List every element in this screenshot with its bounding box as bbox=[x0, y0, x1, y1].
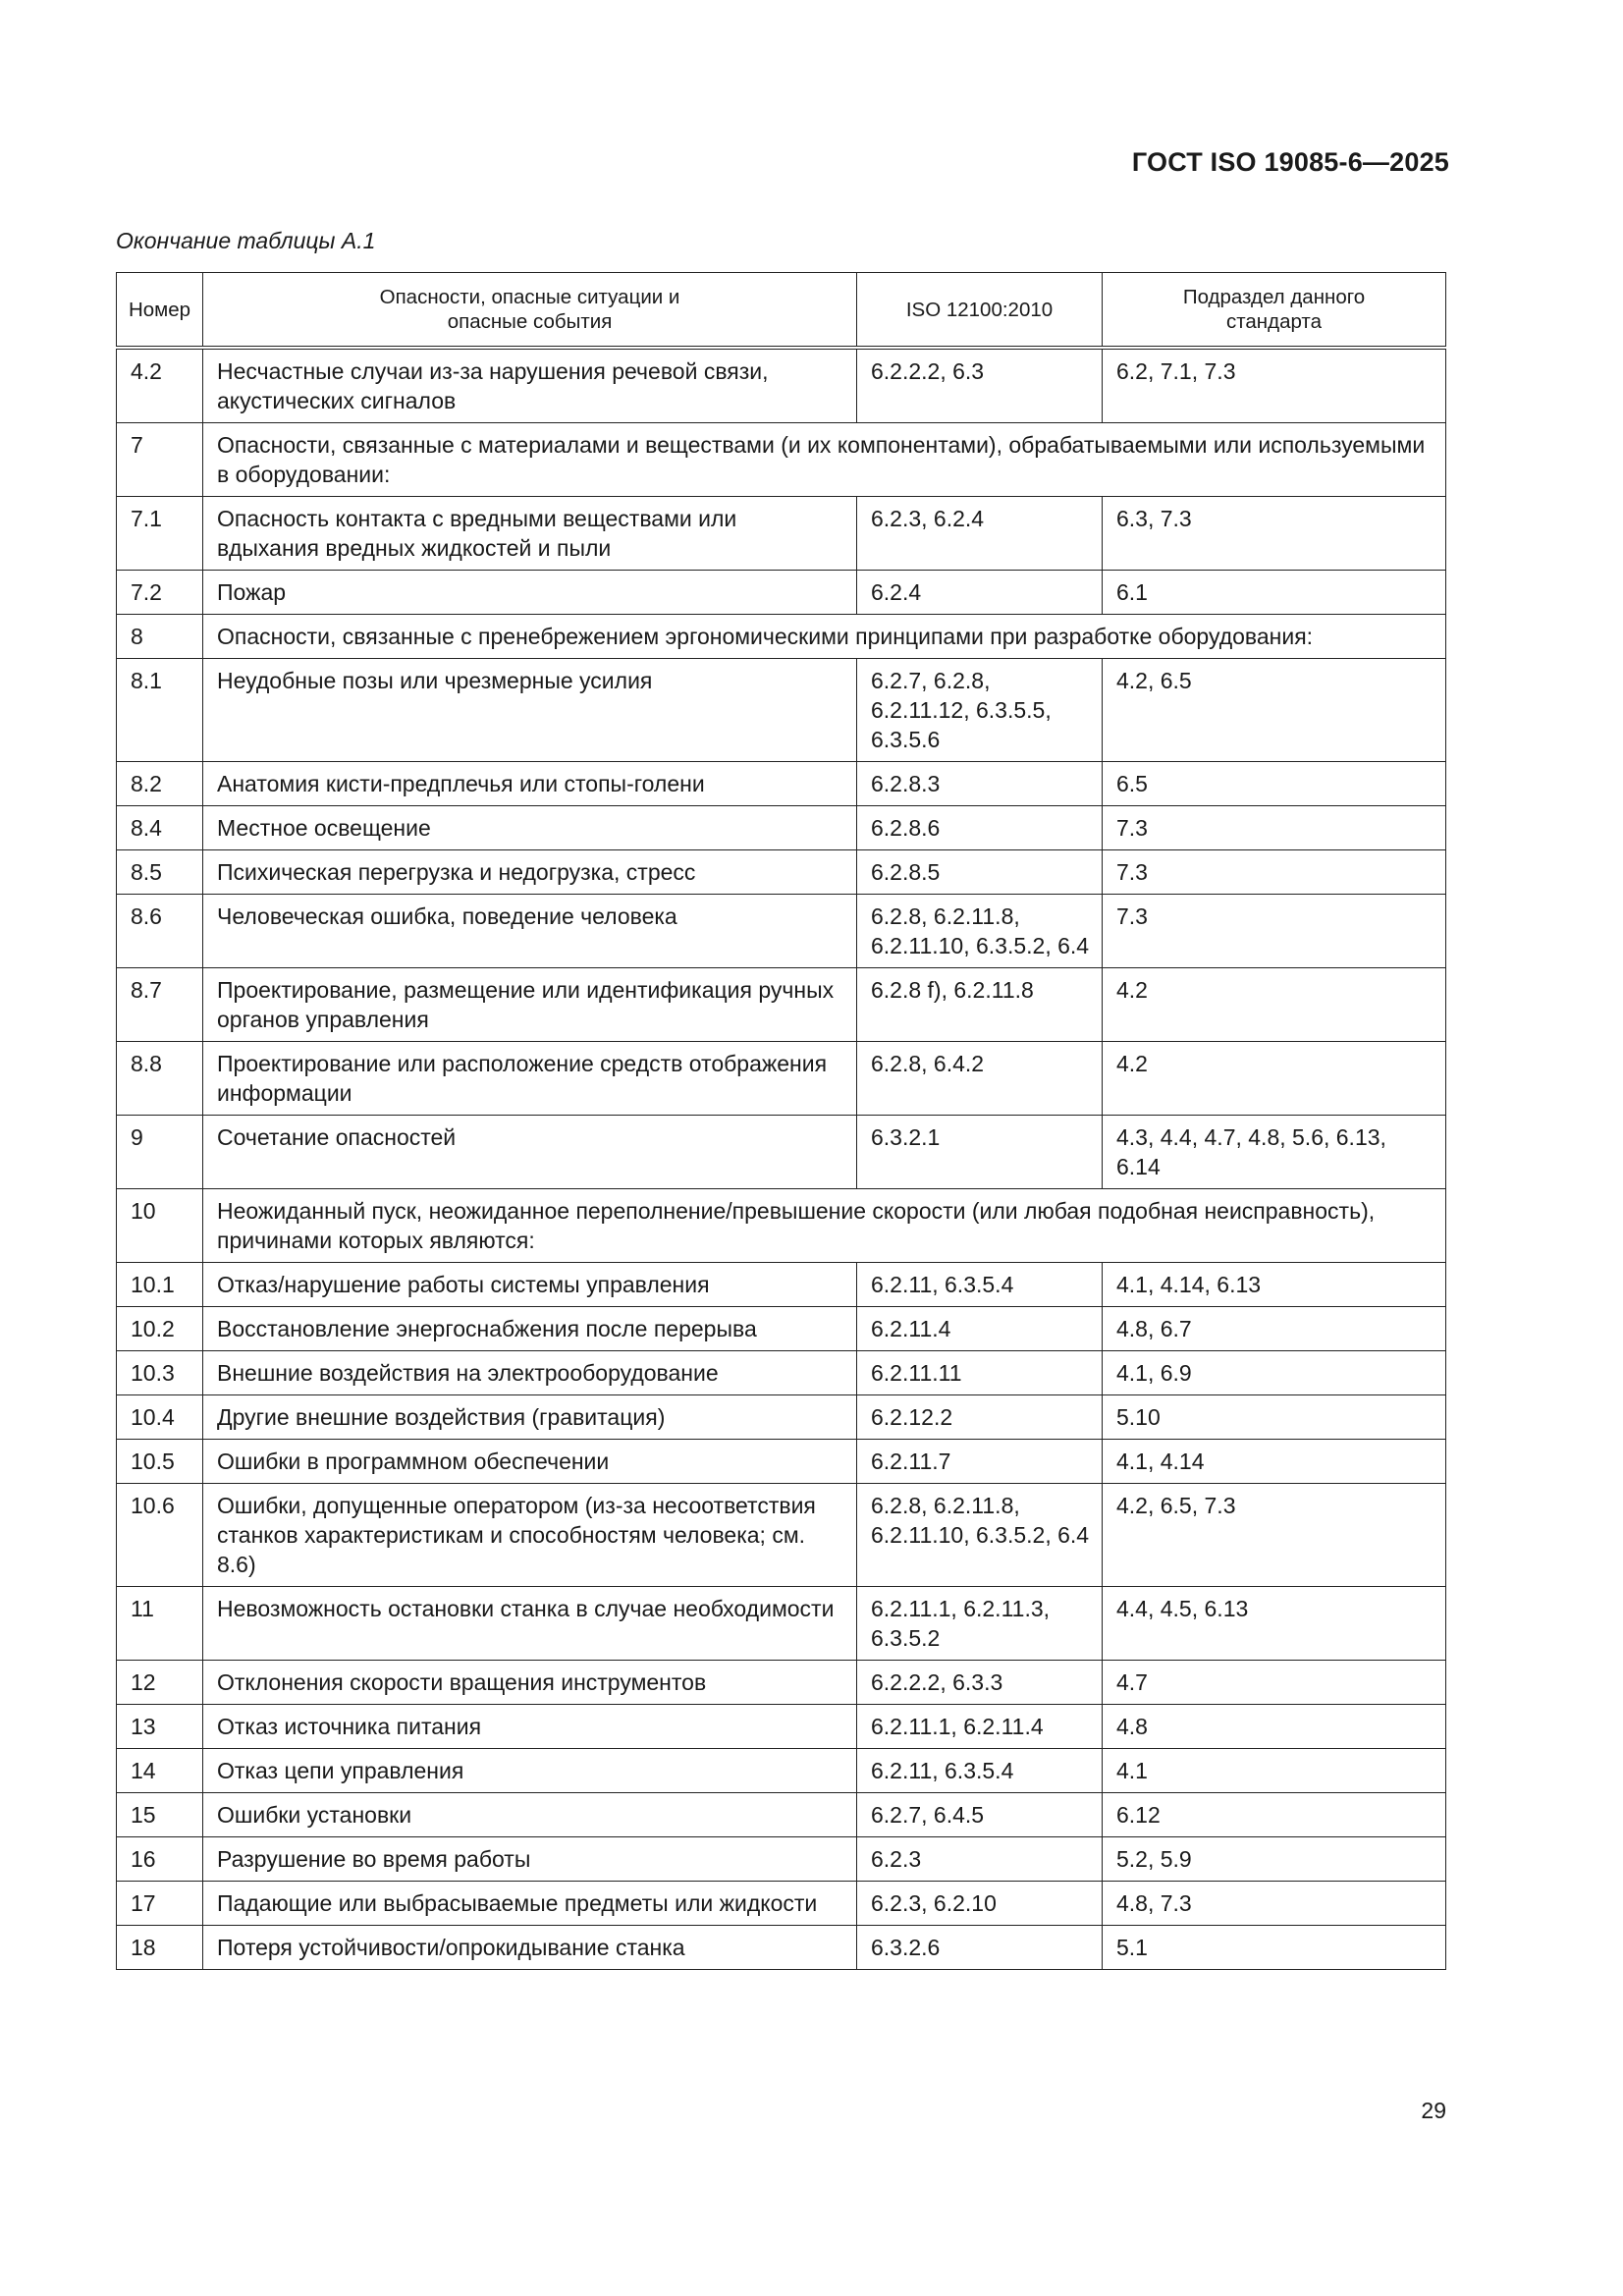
row-subclause: 4.1, 4.14, 6.13 bbox=[1103, 1263, 1446, 1307]
row-subclause: 6.2, 7.1, 7.3 bbox=[1103, 348, 1446, 423]
table-row bbox=[117, 1440, 1446, 1484]
row-subclause: 6.3, 7.3 bbox=[1103, 497, 1446, 571]
row-hazard: Проектирование, размещение или идентификация ручных органов управления bbox=[203, 968, 857, 1042]
row-hazard: Ошибки установки bbox=[203, 1793, 857, 1837]
table-row bbox=[117, 1793, 1446, 1837]
row-subclause: 6.12 bbox=[1103, 1793, 1446, 1837]
page-number: 29 bbox=[1421, 2098, 1446, 2123]
row-subclause: 5.1 bbox=[1103, 1926, 1446, 1970]
table-body bbox=[117, 348, 1446, 1970]
row-subclause: 4.8 bbox=[1103, 1705, 1446, 1749]
row-number: 14 bbox=[117, 1749, 203, 1793]
row-iso-reference: 6.2.12.2 bbox=[857, 1395, 1103, 1440]
table-row bbox=[117, 497, 1446, 571]
row-hazard-heading: Опасности, связанные с материалами и веществами (и их компонентами), обрабатываемыми или используемыми в оборудовании: bbox=[203, 423, 1446, 497]
row-subclause: 6.1 bbox=[1103, 571, 1446, 615]
table-row bbox=[117, 615, 1446, 659]
table-row bbox=[117, 348, 1446, 423]
header-subclause: Подраздел данного стандарта bbox=[1103, 273, 1446, 349]
row-number: 8.1 bbox=[117, 659, 203, 762]
row-hazard: Внешние воздействия на электрооборудование bbox=[203, 1351, 857, 1395]
table-row bbox=[117, 968, 1446, 1042]
row-iso-reference: 6.2.4 bbox=[857, 571, 1103, 615]
header-hazard: Опасности, опасные ситуации и опасные события bbox=[203, 273, 857, 349]
row-number: 17 bbox=[117, 1882, 203, 1926]
table-row bbox=[117, 1926, 1446, 1970]
row-number: 8.7 bbox=[117, 968, 203, 1042]
row-iso-reference: 6.3.2.1 bbox=[857, 1116, 1103, 1189]
table-row bbox=[117, 1882, 1446, 1926]
row-hazard: Невозможность остановки станка в случае необходимости bbox=[203, 1587, 857, 1661]
row-number: 11 bbox=[117, 1587, 203, 1661]
row-subclause: 7.3 bbox=[1103, 850, 1446, 895]
table-row bbox=[117, 1587, 1446, 1661]
table-row bbox=[117, 423, 1446, 497]
row-subclause: 4.1 bbox=[1103, 1749, 1446, 1793]
row-number: 8.4 bbox=[117, 806, 203, 850]
row-number: 8.8 bbox=[117, 1042, 203, 1116]
row-subclause: 4.8, 7.3 bbox=[1103, 1882, 1446, 1926]
table-row bbox=[117, 1042, 1446, 1116]
row-hazard: Отклонения скорости вращения инструментов bbox=[203, 1661, 857, 1705]
row-hazard: Другие внешние воздействия (гравитация) bbox=[203, 1395, 857, 1440]
row-number: 8 bbox=[117, 615, 203, 659]
row-iso-reference: 6.2.11.1, 6.2.11.4 bbox=[857, 1705, 1103, 1749]
row-hazard: Сочетание опасностей bbox=[203, 1116, 857, 1189]
table-row bbox=[117, 1307, 1446, 1351]
row-iso-reference: 6.2.3, 6.2.4 bbox=[857, 497, 1103, 571]
row-hazard: Неудобные позы или чрезмерные усилия bbox=[203, 659, 857, 762]
table-row bbox=[117, 1263, 1446, 1307]
table-row bbox=[117, 1837, 1446, 1882]
row-hazard: Несчастные случаи из-за нарушения речевой связи, акустических сигналов bbox=[203, 348, 857, 423]
row-hazard: Падающие или выбрасываемые предметы или жидкости bbox=[203, 1882, 857, 1926]
row-subclause: 5.10 bbox=[1103, 1395, 1446, 1440]
row-number: 18 bbox=[117, 1926, 203, 1970]
table-row bbox=[117, 1749, 1446, 1793]
row-iso-reference: 6.2.8.5 bbox=[857, 850, 1103, 895]
row-number: 10.3 bbox=[117, 1351, 203, 1395]
row-subclause: 7.3 bbox=[1103, 895, 1446, 968]
table-row bbox=[117, 762, 1446, 806]
row-hazard: Анатомия кисти-предплечья или стопы-голени bbox=[203, 762, 857, 806]
row-iso-reference: 6.2.3 bbox=[857, 1837, 1103, 1882]
row-subclause: 4.1, 6.9 bbox=[1103, 1351, 1446, 1395]
row-subclause: 7.3 bbox=[1103, 806, 1446, 850]
row-iso-reference: 6.2.8, 6.4.2 bbox=[857, 1042, 1103, 1116]
row-hazard-heading: Неожиданный пуск, неожиданное переполнение/превышение скорости (или любая подобная неисправность), причинами которых являются: bbox=[203, 1189, 1446, 1263]
row-iso-reference: 6.2.11, 6.3.5.4 bbox=[857, 1749, 1103, 1793]
row-iso-reference: 6.3.2.6 bbox=[857, 1926, 1103, 1970]
table-caption: Окончание таблицы А.1 bbox=[116, 228, 376, 253]
row-iso-reference: 6.2.11.7 bbox=[857, 1440, 1103, 1484]
row-hazard: Местное освещение bbox=[203, 806, 857, 850]
document-code: ГОСТ ISO 19085-6—2025 bbox=[1131, 147, 1449, 177]
row-subclause: 4.2, 6.5 bbox=[1103, 659, 1446, 762]
row-subclause: 4.8, 6.7 bbox=[1103, 1307, 1446, 1351]
row-hazard: Ошибки, допущенные оператором (из-за несоответствия станков характеристикам и способностям человека; см. 8.6) bbox=[203, 1484, 857, 1587]
row-hazard: Отказ источника питания bbox=[203, 1705, 857, 1749]
row-number: 13 bbox=[117, 1705, 203, 1749]
table-row bbox=[117, 1189, 1446, 1263]
row-iso-reference: 6.2.11.4 bbox=[857, 1307, 1103, 1351]
row-iso-reference: 6.2.8.6 bbox=[857, 806, 1103, 850]
table-row bbox=[117, 1351, 1446, 1395]
row-subclause: 4.3, 4.4, 4.7, 4.8, 5.6, 6.13, 6.14 bbox=[1103, 1116, 1446, 1189]
row-iso-reference: 6.2.11.1, 6.2.11.3, 6.3.5.2 bbox=[857, 1587, 1103, 1661]
row-number: 10.6 bbox=[117, 1484, 203, 1587]
row-number: 7.1 bbox=[117, 497, 203, 571]
row-iso-reference: 6.2.7, 6.4.5 bbox=[857, 1793, 1103, 1837]
row-number: 15 bbox=[117, 1793, 203, 1837]
header-number: Номер bbox=[117, 273, 203, 349]
row-hazard: Человеческая ошибка, поведение человека bbox=[203, 895, 857, 968]
row-subclause: 5.2, 5.9 bbox=[1103, 1837, 1446, 1882]
table-header-row bbox=[117, 273, 1446, 349]
row-number: 4.2 bbox=[117, 348, 203, 423]
row-iso-reference: 6.2.11.11 bbox=[857, 1351, 1103, 1395]
table-row bbox=[117, 1395, 1446, 1440]
row-iso-reference: 6.2.8, 6.2.11.8, 6.2.11.10, 6.3.5.2, 6.4 bbox=[857, 1484, 1103, 1587]
table-row bbox=[117, 1705, 1446, 1749]
row-subclause: 6.5 bbox=[1103, 762, 1446, 806]
hazards-table bbox=[116, 272, 1446, 1970]
header-iso: ISO 12100:2010 bbox=[857, 273, 1103, 349]
row-subclause: 4.2 bbox=[1103, 1042, 1446, 1116]
row-iso-reference: 6.2.8 f), 6.2.11.8 bbox=[857, 968, 1103, 1042]
row-iso-reference: 6.2.2.2, 6.3 bbox=[857, 348, 1103, 423]
table-row bbox=[117, 1661, 1446, 1705]
row-number: 8.2 bbox=[117, 762, 203, 806]
row-hazard: Проектирование или расположение средств отображения информации bbox=[203, 1042, 857, 1116]
row-number: 10.2 bbox=[117, 1307, 203, 1351]
row-iso-reference: 6.2.8, 6.2.11.8, 6.2.11.10, 6.3.5.2, 6.4 bbox=[857, 895, 1103, 968]
table-row bbox=[117, 571, 1446, 615]
table-row bbox=[117, 850, 1446, 895]
row-iso-reference: 6.2.7, 6.2.8, 6.2.11.12, 6.3.5.5, 6.3.5.6 bbox=[857, 659, 1103, 762]
row-iso-reference: 6.2.3, 6.2.10 bbox=[857, 1882, 1103, 1926]
row-hazard: Отказ/нарушение работы системы управления bbox=[203, 1263, 857, 1307]
row-number: 16 bbox=[117, 1837, 203, 1882]
row-subclause: 4.1, 4.14 bbox=[1103, 1440, 1446, 1484]
row-number: 8.5 bbox=[117, 850, 203, 895]
row-subclause: 4.2 bbox=[1103, 968, 1446, 1042]
table-row bbox=[117, 895, 1446, 968]
table-row bbox=[117, 806, 1446, 850]
row-hazard: Разрушение во время работы bbox=[203, 1837, 857, 1882]
row-number: 10.1 bbox=[117, 1263, 203, 1307]
row-number: 7 bbox=[117, 423, 203, 497]
row-subclause: 4.7 bbox=[1103, 1661, 1446, 1705]
table-row bbox=[117, 1484, 1446, 1587]
row-number: 9 bbox=[117, 1116, 203, 1189]
row-hazard: Ошибки в программном обеспечении bbox=[203, 1440, 857, 1484]
row-hazard: Восстановление энергоснабжения после перерыва bbox=[203, 1307, 857, 1351]
row-hazard: Потеря устойчивости/опрокидывание станка bbox=[203, 1926, 857, 1970]
row-hazard: Психическая перегрузка и недогрузка, стресс bbox=[203, 850, 857, 895]
row-number: 10.5 bbox=[117, 1440, 203, 1484]
row-iso-reference: 6.2.8.3 bbox=[857, 762, 1103, 806]
row-number: 10 bbox=[117, 1189, 203, 1263]
row-iso-reference: 6.2.2.2, 6.3.3 bbox=[857, 1661, 1103, 1705]
row-number: 12 bbox=[117, 1661, 203, 1705]
row-hazard-heading: Опасности, связанные с пренебрежением эргономическими принципами при разработке оборудования: bbox=[203, 615, 1446, 659]
row-number: 7.2 bbox=[117, 571, 203, 615]
row-subclause: 4.2, 6.5, 7.3 bbox=[1103, 1484, 1446, 1587]
row-number: 10.4 bbox=[117, 1395, 203, 1440]
table-row bbox=[117, 659, 1446, 762]
row-hazard: Опасность контакта с вредными веществами или вдыхания вредных жидкостей и пыли bbox=[203, 497, 857, 571]
row-iso-reference: 6.2.11, 6.3.5.4 bbox=[857, 1263, 1103, 1307]
row-subclause: 4.4, 4.5, 6.13 bbox=[1103, 1587, 1446, 1661]
row-hazard: Отказ цепи управления bbox=[203, 1749, 857, 1793]
row-number: 8.6 bbox=[117, 895, 203, 968]
row-hazard: Пожар bbox=[203, 571, 857, 615]
table-row bbox=[117, 1116, 1446, 1189]
